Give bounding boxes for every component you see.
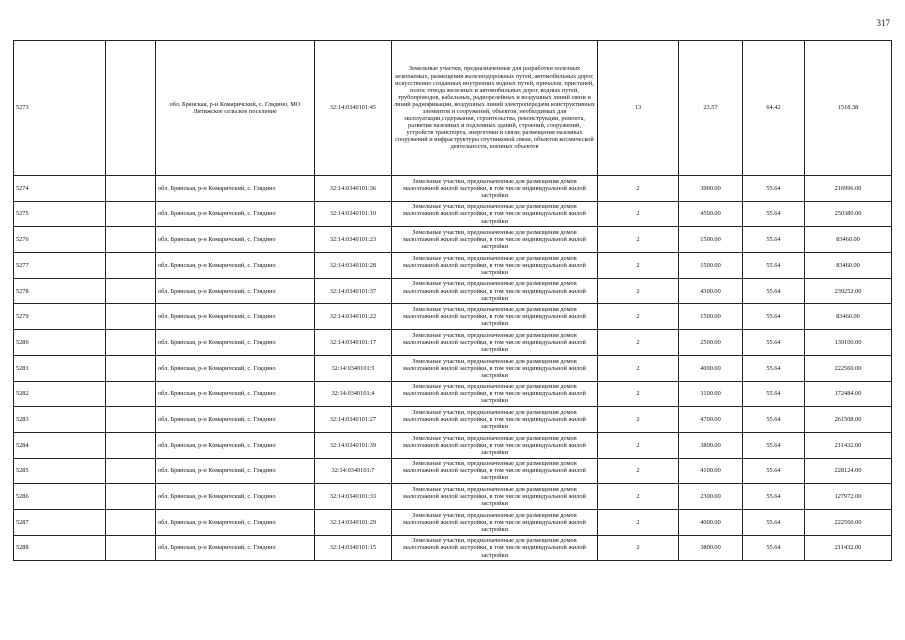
empty-cell [106,253,156,279]
table-row [14,176,892,202]
cadastral-number-cell: 32:14:0340101:7 [315,458,392,484]
address-cell: обл. Брянская, р-н Комаричский, с. Глядино [156,278,315,304]
specific-value-cell: 55.64 [743,278,805,304]
row-number-cell: 5285 [14,458,106,484]
cadastral-number-cell: 32:14:0340101:27 [315,407,392,433]
table-body [14,41,892,561]
address-cell: обл. Брянская, р-н Комаричский, с. Глядино [156,227,315,253]
area-cell: 4500.00 [679,201,743,227]
use-group-cell: 2 [598,355,679,381]
empty-cell [106,41,156,176]
address-cell: обл. Брянская, р-н Комаричский, с. Глядино [156,484,315,510]
table-row [14,304,892,330]
cadastral-number-cell: 32:14:0340101:45 [315,41,392,176]
use-group-cell: 2 [598,458,679,484]
cadastral-value-cell: 1518.38 [805,41,892,176]
row-number-cell: 5275 [14,201,106,227]
specific-value-cell: 55.64 [743,458,805,484]
empty-cell [106,227,156,253]
row-number-cell: 5282 [14,381,106,407]
empty-cell [106,432,156,458]
use-group-cell: 2 [598,253,679,279]
use-group-cell: 2 [598,304,679,330]
area-cell: 2300.00 [679,484,743,510]
address-cell: обл. Брянская, р-н Комаричский, с. Глядино [156,355,315,381]
table-row [14,432,892,458]
cadastral-value-cell: 127972.00 [805,484,892,510]
specific-value-cell: 55.64 [743,330,805,356]
permitted-use-cell: Земельные участки, предназначенные для разработки полезных ископаемых, размещения железнодорожных путей, автомобильных дорог, искусственно созданных внутренних водных путей, причалов, пристаней, полос отвода железных и автомобильных дорог, водных путей, трубопроводов, кабельных, радиорелейных и воздушных линий связи и линий радиофикации, воздушных линий электропередачи конструктивных элементов и сооружений, объектов, необходимых для эксплуатации,содержания, строительства, реконструкции, ремонта, развития наземных и подземных зданий, строений, сооружений, устройств транспорта, энергетики и связи; размещения наземных сооружений и инфраструктуры спутниковой связи, объектов космической деятельности, военных объектов [392,41,598,176]
cadastral-value-cell: 83460.00 [805,227,892,253]
address-cell: обл. Брянская, р-н Комаричский, с. Глядино [156,535,315,561]
table-row [14,509,892,535]
specific-value-cell: 55.64 [743,227,805,253]
row-number-cell: 5288 [14,535,106,561]
permitted-use-cell: Земельные участки, предназначенные для размещения домов малоэтажной жилой застройки, в том числе индивидуальной жилой застройки [392,304,598,330]
page-number: 317 [876,18,890,28]
address-cell: обл. Брянская, р-н Комаричский, с. Глядино [156,253,315,279]
specific-value-cell: 64.42 [743,41,805,176]
permitted-use-cell: Земельные участки, предназначенные для размещения домов малоэтажной жилой застройки, в том числе индивидуальной жилой застройки [392,509,598,535]
cadastral-number-cell: 32:14:0340101:28 [315,253,392,279]
row-number-cell: 5283 [14,407,106,433]
area-cell: 3100.00 [679,381,743,407]
specific-value-cell: 55.64 [743,355,805,381]
permitted-use-cell: Земельные участки, предназначенные для размещения домов малоэтажной жилой застройки, в том числе индивидуальной жилой застройки [392,432,598,458]
cadastral-value-cell: 211432.00 [805,535,892,561]
empty-cell [106,330,156,356]
address-cell: обл. Брянская, р-н Комаричский, с. Глядино [156,458,315,484]
row-number-cell: 5278 [14,278,106,304]
table-row [14,227,892,253]
cadastral-value-cell: 261508.00 [805,407,892,433]
permitted-use-cell: Земельные участки, предназначенные для размещения домов малоэтажной жилой застройки, в том числе индивидуальной жилой застройки [392,484,598,510]
area-cell: 3900.00 [679,176,743,202]
row-number-cell: 5273 [14,41,106,176]
cadastral-number-cell: 32:14:0340101:5 [315,355,392,381]
specific-value-cell: 55.64 [743,484,805,510]
cadastral-number-cell: 32:14:0340101:37 [315,278,392,304]
use-group-cell: 2 [598,381,679,407]
empty-cell [106,484,156,510]
permitted-use-cell: Земельные участки, предназначенные для размещения домов малоэтажной жилой застройки, в том числе индивидуальной жилой застройки [392,535,598,561]
cadastral-number-cell: 32:14:0340101:15 [315,535,392,561]
table-row [14,201,892,227]
table-row [14,407,892,433]
permitted-use-cell: Земельные участки, предназначенные для размещения домов малоэтажной жилой застройки, в том числе индивидуальной жилой застройки [392,330,598,356]
area-cell: 4000.00 [679,509,743,535]
specific-value-cell: 55.64 [743,176,805,202]
row-number-cell: 5279 [14,304,106,330]
use-group-cell: 2 [598,432,679,458]
permitted-use-cell: Земельные участки, предназначенные для размещения домов малоэтажной жилой застройки, в том числе индивидуальной жилой застройки [392,458,598,484]
row-number-cell: 5280 [14,330,106,356]
use-group-cell: 2 [598,484,679,510]
cadastral-number-cell: 32:14:0340101:33 [315,484,392,510]
address-cell: обл. Брянская, р-н Комаричский, с. Глядино [156,381,315,407]
use-group-cell: 2 [598,278,679,304]
cadastral-value-cell: 83460.00 [805,304,892,330]
table-row [14,253,892,279]
row-number-cell: 5277 [14,253,106,279]
address-cell: обл. Брянская, р-н Комаричский, с. Глядино [156,330,315,356]
use-group-cell: 2 [598,535,679,561]
empty-cell [106,304,156,330]
area-cell: 1500.00 [679,253,743,279]
row-number-cell: 5281 [14,355,106,381]
address-cell: обл. Брянская, р-н Комаричский, с. Глядино, МО Литижское сельское поселение [156,41,315,176]
cadastral-value-cell: 83460.00 [805,253,892,279]
permitted-use-cell: Земельные участки, предназначенные для размещения домов малоэтажной жилой застройки, в том числе индивидуальной жилой застройки [392,407,598,433]
empty-cell [106,407,156,433]
address-cell: обл. Брянская, р-н Комаричский, с. Глядино [156,201,315,227]
use-group-cell: 2 [598,330,679,356]
address-cell: обл. Брянская, р-н Комаричский, с. Глядино [156,509,315,535]
use-group-cell: 2 [598,509,679,535]
cadastral-value-cell: 239252.00 [805,278,892,304]
table-row [14,458,892,484]
table-row [14,330,892,356]
table-row [14,355,892,381]
area-cell: 3800.00 [679,535,743,561]
cadastral-number-cell: 32:14:0340101:10 [315,201,392,227]
specific-value-cell: 55.64 [743,432,805,458]
area-cell: 23.57 [679,41,743,176]
specific-value-cell: 55.64 [743,407,805,433]
area-cell: 3800.00 [679,432,743,458]
address-cell: обл. Брянская, р-н Комаричский, с. Глядино [156,407,315,433]
specific-value-cell: 55.64 [743,253,805,279]
permitted-use-cell: Земельные участки, предназначенные для размещения домов малоэтажной жилой застройки, в том числе индивидуальной жилой застройки [392,253,598,279]
empty-cell [106,458,156,484]
empty-cell [106,355,156,381]
area-cell: 2500.00 [679,330,743,356]
cadastral-number-cell: 32:14:0340101:4 [315,381,392,407]
area-cell: 4000.00 [679,355,743,381]
address-cell: обл. Брянская, р-н Комаричский, с. Глядино [156,304,315,330]
cadastral-number-cell: 32:14:0340101:17 [315,330,392,356]
cadastral-number-cell: 32:14:0340101:23 [315,227,392,253]
table-row [14,484,892,510]
empty-cell [106,278,156,304]
cadastral-value-cell: 211432.00 [805,432,892,458]
area-cell: 1500.00 [679,227,743,253]
specific-value-cell: 55.64 [743,304,805,330]
cadastral-value-cell: 222560.00 [805,509,892,535]
permitted-use-cell: Земельные участки, предназначенные для размещения домов малоэтажной жилой застройки, в том числе индивидуальной жилой застройки [392,227,598,253]
cadastral-value-cell: 222560.00 [805,355,892,381]
permitted-use-cell: Земельные участки, предназначенные для размещения домов малоэтажной жилой застройки, в том числе индивидуальной жилой застройки [392,381,598,407]
specific-value-cell: 55.64 [743,201,805,227]
cadastral-value-cell: 216996.00 [805,176,892,202]
empty-cell [106,201,156,227]
cadastral-value-cell: 228124.00 [805,458,892,484]
use-group-cell: 13 [598,41,679,176]
row-number-cell: 5286 [14,484,106,510]
use-group-cell: 2 [598,227,679,253]
table-row [14,41,892,176]
empty-cell [106,381,156,407]
use-group-cell: 2 [598,176,679,202]
use-group-cell: 2 [598,201,679,227]
specific-value-cell: 55.64 [743,535,805,561]
row-number-cell: 5284 [14,432,106,458]
permitted-use-cell: Земельные участки, предназначенные для размещения домов малоэтажной жилой застройки, в том числе индивидуальной жилой застройки [392,278,598,304]
cadastral-value-cell: 139100.00 [805,330,892,356]
table-row [14,381,892,407]
cadastral-number-cell: 32:14:0340101:36 [315,176,392,202]
area-cell: 4300.00 [679,278,743,304]
cadastral-value-cell: 250380.00 [805,201,892,227]
cadastral-number-cell: 32:14:0340101:22 [315,304,392,330]
specific-value-cell: 55.64 [743,509,805,535]
address-cell: обл. Брянская, р-н Комаричский, с. Глядино [156,176,315,202]
permitted-use-cell: Земельные участки, предназначенные для размещения домов малоэтажной жилой застройки, в том числе индивидуальной жилой застройки [392,176,598,202]
address-cell: обл. Брянская, р-н Комаричский, с. Глядино [156,432,315,458]
empty-cell [106,535,156,561]
area-cell: 1500.00 [679,304,743,330]
cadastral-value-table [13,40,892,561]
permitted-use-cell: Земельные участки, предназначенные для размещения домов малоэтажной жилой застройки, в том числе индивидуальной жилой застройки [392,201,598,227]
empty-cell [106,509,156,535]
row-number-cell: 5276 [14,227,106,253]
empty-cell [106,176,156,202]
specific-value-cell: 55.64 [743,381,805,407]
table-row [14,535,892,561]
row-number-cell: 5274 [14,176,106,202]
use-group-cell: 2 [598,407,679,433]
area-cell: 4100.00 [679,458,743,484]
area-cell: 4700.00 [679,407,743,433]
cadastral-number-cell: 32:14:0340101:29 [315,509,392,535]
cadastral-number-cell: 32:14:0340101:39 [315,432,392,458]
row-number-cell: 5287 [14,509,106,535]
permitted-use-cell: Земельные участки, предназначенные для размещения домов малоэтажной жилой застройки, в том числе индивидуальной жилой застройки [392,355,598,381]
table-row [14,278,892,304]
cadastral-value-cell: 172484.00 [805,381,892,407]
